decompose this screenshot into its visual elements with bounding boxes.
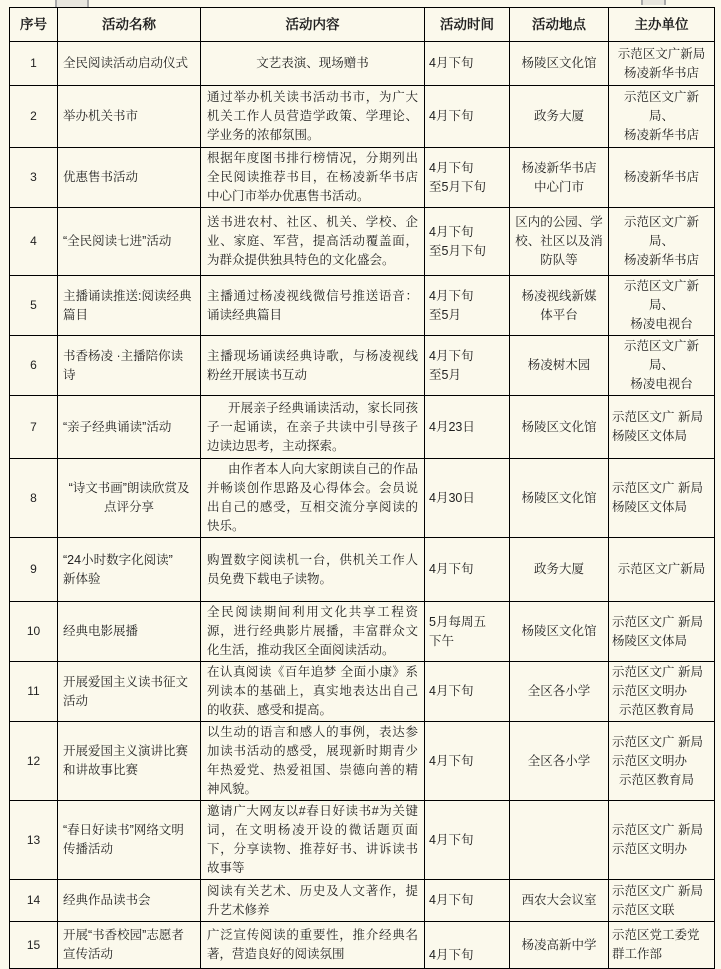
activity-content-cell	[201, 880, 425, 922]
activity-content-cell	[201, 722, 425, 801]
activity-name-line: “亲子经典诵读”活动	[63, 419, 172, 434]
activity-content-text: 主播通过杨凌视线微信号推送语音：诵读经典篇目	[207, 288, 418, 322]
activity-time-line: 5月每周五	[429, 614, 486, 629]
activity-place-cell	[510, 538, 609, 602]
activity-place-line: 全区各小学	[527, 753, 591, 768]
activity-content-cell	[201, 538, 425, 602]
activity-time-line: 4月下旬	[429, 160, 474, 175]
activity-name-cell	[58, 662, 201, 722]
activity-name-line: 篇目	[63, 307, 89, 322]
activity-name-cell	[58, 148, 201, 208]
table-row	[10, 42, 715, 86]
row-number-cell: 10	[10, 602, 58, 662]
organizer-line: 示范区文广新局、	[623, 279, 699, 312]
activity-name-cell	[58, 459, 201, 538]
activity-time-cell	[425, 662, 510, 722]
activity-place-cell	[510, 148, 609, 208]
screen-artifact-left	[55, 0, 89, 7]
organizer-line: 示范区文明办	[612, 753, 688, 768]
activity-name-line: 点评分享	[103, 500, 154, 514]
column-header-3: 活动时间	[425, 8, 510, 42]
activity-name-line: 书香杨凌 ·主播陪你读诗	[63, 348, 184, 382]
activity-place-line: 防队等	[540, 253, 578, 267]
activity-name-line: “24小时数字化阅读”	[63, 552, 173, 567]
activity-name-line: 经典电影展播	[63, 624, 139, 638]
table-row	[10, 538, 715, 602]
activity-place-line: 区内的公园、学	[515, 215, 603, 229]
header-row	[10, 8, 715, 42]
activity-time-cell	[425, 396, 510, 459]
organizer-cell	[609, 459, 715, 538]
organizer-line: 示范区文广 新局	[612, 410, 703, 424]
activity-time-line: 4月下旬	[429, 348, 474, 363]
table-row	[10, 86, 715, 148]
activity-time-cell	[425, 722, 510, 801]
activity-name-cell	[58, 602, 201, 662]
activity-name-line: “诗文书画”朗读欣赏及	[68, 481, 190, 495]
organizer-cell	[609, 602, 715, 662]
organizer-cell	[609, 801, 715, 880]
table-row	[10, 148, 715, 208]
organizer-line: 杨凌新华书店	[623, 65, 699, 80]
row-number-cell: 9	[10, 538, 58, 602]
activity-content-cell	[201, 86, 425, 148]
activity-content-text: 通过举办机关读书活动书市，为广大机关工作人员营造学政策、学理论、学业务的浓郁氛围。	[207, 90, 418, 142]
table-row	[10, 396, 715, 459]
activities-table	[9, 7, 715, 969]
activity-content-cell	[201, 208, 425, 276]
activity-name-line: 和讲故事比赛	[63, 763, 139, 777]
activity-name-line: 优惠售书活动	[63, 170, 139, 184]
activity-place-cell	[510, 208, 609, 276]
activity-place-line: 政务大厦	[533, 562, 584, 576]
activity-name-cell	[58, 722, 201, 801]
organizer-line: 示范区文广新局、	[623, 339, 699, 372]
activity-name-line: 传播活动	[63, 842, 114, 856]
organizer-line: 示范区文广 新局	[612, 823, 703, 837]
activity-time-line: 4月下旬	[429, 832, 474, 847]
activity-place-cell	[510, 801, 609, 880]
organizer-line: 杨凌新华书店	[623, 170, 699, 184]
activity-time-cell	[425, 208, 510, 276]
activity-place-cell	[510, 602, 609, 662]
organizer-line: 示范区文明办	[612, 842, 688, 856]
row-number-cell: 13	[10, 801, 58, 880]
column-header-4: 活动地点	[510, 8, 609, 42]
organizer-line: 杨陵区文体局	[612, 500, 688, 514]
activity-name-line: 主播诵读推送:阅读经典	[63, 288, 192, 303]
activity-name-line: 活动	[63, 693, 89, 708]
organizer-line: 示范区党工委党	[612, 928, 700, 942]
activity-time-line: 4月下旬	[429, 948, 474, 962]
organizer-cell	[609, 336, 715, 396]
organizer-line: 示范区文广新局	[617, 46, 706, 61]
activity-content-cell	[201, 148, 425, 208]
activity-name-line: 宣传活动	[63, 947, 114, 961]
organizer-cell	[609, 396, 715, 459]
activity-content-text: 送书进农村、社区、机关、学校、企业、家庭、军营，提高活动覆盖面，为群众提供独具特色的文化盛会。	[207, 215, 418, 267]
activity-time-line: 4月下旬	[429, 224, 474, 239]
activity-time-cell	[425, 336, 510, 396]
activity-place-line: 杨凌树木园	[527, 358, 591, 372]
activity-time-line: 下午	[429, 633, 455, 648]
activity-content-text: 以生动的语言和感人的事例，表达参加读书活动的感受，展现新时期青少年热爱党、热爱祖国、崇德向善的精神风貌。	[207, 725, 418, 796]
activity-time-cell	[425, 922, 510, 969]
activity-time-line: 4月下旬	[429, 288, 474, 303]
row-number-cell: 8	[10, 459, 58, 538]
activity-time-cell	[425, 801, 510, 880]
activity-content-text: 主播现场诵读经典诗歌，与杨凌视线粉丝开展读书互动	[207, 348, 418, 382]
organizer-cell	[609, 148, 715, 208]
column-header-1: 活动名称	[58, 8, 201, 42]
organizer-line: 示范区文广新局、	[623, 90, 699, 123]
activity-content-cell	[201, 42, 425, 86]
activity-time-cell	[425, 86, 510, 148]
activity-content-text: 开展亲子经典诵读活动，家长同孩子一起诵读，在亲子共读中引导孩子边读边思考，主动探索。	[207, 400, 418, 453]
table-row	[10, 336, 715, 396]
row-number-cell: 4	[10, 208, 58, 276]
organizer-line: 示范区文广 新局	[612, 614, 703, 629]
activity-place-line: 全区各小学	[527, 684, 591, 698]
organizer-line: 示范区文广 新局	[612, 883, 703, 898]
activity-content-text: 全民阅读期间利用文化共享工程资源，进行经典影片展播，丰富群众文化生活，推动我区全面阅读活动。	[207, 605, 418, 657]
activity-place-line: 杨陵区文化馆	[521, 419, 597, 434]
activity-time-line: 4月下旬	[429, 562, 474, 576]
activity-time-line: 4月下旬	[429, 684, 474, 698]
organizer-cell	[609, 538, 715, 602]
activity-time-cell	[425, 148, 510, 208]
activity-content-text: 由作者本人向大家朗读自己的作品并畅谈创作思路及心得体会。会员说出自己的感受，互相交流分享阅读的快乐。	[207, 462, 418, 533]
activity-content-cell	[201, 662, 425, 722]
organizer-line: 示范区文广 新局	[612, 481, 703, 495]
activity-time-cell	[425, 538, 510, 602]
activity-name-line: “春日好读书”网络文明	[63, 823, 184, 837]
activity-time-cell	[425, 880, 510, 922]
row-number-cell: 6	[10, 336, 58, 396]
activity-content-cell	[201, 602, 425, 662]
activity-content-cell	[201, 801, 425, 880]
activity-time-line: 4月下旬	[429, 56, 474, 70]
organizer-line: 示范区教育局	[612, 772, 694, 787]
activity-name-line: 开展爱国主义演讲比赛	[63, 744, 189, 758]
activity-place-cell	[510, 276, 609, 336]
activity-time-line: 至5月下旬	[429, 243, 486, 258]
activity-time-cell	[425, 459, 510, 538]
organizer-line: 杨凌电视台	[630, 377, 693, 391]
organizer-line: 示范区文广 新局	[612, 734, 703, 749]
column-header-0: 序号	[10, 8, 58, 42]
column-header-2: 活动内容	[201, 8, 425, 42]
activity-time-cell	[425, 276, 510, 336]
activity-content-text: 文艺表演、现场赠书	[256, 56, 369, 70]
row-number-cell: 1	[10, 42, 58, 86]
screen-artifact-right	[641, 0, 666, 5]
organizer-line: 示范区文广 新局	[612, 665, 703, 679]
organizer-line: 杨陵区文体局	[612, 429, 688, 443]
table-row	[10, 602, 715, 662]
activity-content-cell	[201, 459, 425, 538]
table-row	[10, 922, 715, 969]
activity-name-line: 经典作品读书会	[63, 893, 151, 907]
activity-place-cell	[510, 662, 609, 722]
activity-time-line: 至5月	[429, 307, 461, 322]
organizer-line: 杨凌电视台	[630, 317, 693, 331]
organizer-cell	[609, 922, 715, 969]
organizer-line: 示范区教育局	[612, 703, 694, 717]
activity-place-cell	[510, 42, 609, 86]
activity-content-text: 在认真阅读《百年追梦 全面小康》系列读本的基础上，真实地表达出自己的收获、感受和提高。	[207, 665, 418, 717]
activity-place-cell	[510, 722, 609, 801]
row-number-cell: 7	[10, 396, 58, 459]
activity-place-line: 杨凌视线新媒	[521, 288, 597, 303]
organizer-line: 杨凌新华书店	[623, 253, 699, 267]
row-number-cell: 12	[10, 722, 58, 801]
organizer-line: 示范区文明办	[612, 684, 688, 698]
table-row	[10, 662, 715, 722]
organizer-line: 群工作部	[612, 947, 663, 961]
table-row	[10, 880, 715, 922]
activity-name-cell	[58, 922, 201, 969]
activity-time-line: 4月下旬	[429, 893, 474, 907]
activity-place-line: 杨陵区文化馆	[521, 624, 597, 638]
activity-time-line: 4月30日	[429, 490, 475, 505]
organizer-cell	[609, 42, 715, 86]
activity-place-line: 杨凌新华书店	[521, 160, 597, 175]
row-number-cell: 2	[10, 86, 58, 148]
activity-name-line: 开展爱国主义读书征文	[63, 674, 189, 689]
organizer-line: 杨凌新华书店	[623, 128, 699, 142]
activity-name-line: “全民阅读七进”活动	[63, 234, 172, 248]
activity-name-cell	[58, 396, 201, 459]
activity-content-text: 广泛宣传阅读的重要性，推介经典名著，营造良好的阅读氛围	[207, 928, 418, 961]
activity-time-line: 4月下旬	[429, 753, 474, 768]
activity-name-cell	[58, 538, 201, 602]
activity-place-cell	[510, 880, 609, 922]
activity-name-line: 新体验	[63, 571, 101, 586]
activity-place-cell	[510, 922, 609, 969]
table-row	[10, 722, 715, 801]
activity-content-text: 邀请广大网友以#春日好读书#为关键词，在文明杨凌开设的微话题页面下，分享读物、推荐好书、讲诉读书故事等	[207, 804, 418, 875]
row-number-cell: 5	[10, 276, 58, 336]
activity-name-line: 开展“书香校园”志愿者	[63, 928, 184, 942]
activity-name-cell	[58, 336, 201, 396]
activity-place-line: 政务大厦	[533, 109, 584, 123]
activity-place-line: 杨凌高新中学	[521, 937, 597, 952]
activity-content-text: 阅读有关艺术、历史及人文著作，提升艺术修养	[207, 883, 418, 917]
activity-time-line: 至5月	[429, 367, 461, 382]
activity-place-cell	[510, 86, 609, 148]
row-number-cell: 14	[10, 880, 58, 922]
activity-place-line: 中心门市	[533, 179, 584, 194]
table-row	[10, 276, 715, 336]
activity-place-cell	[510, 459, 609, 538]
organizer-cell	[609, 276, 715, 336]
activity-place-line: 杨陵区文化馆	[521, 490, 597, 505]
activity-place-cell	[510, 396, 609, 459]
organizer-cell	[609, 208, 715, 276]
activity-name-cell	[58, 208, 201, 276]
activity-name-cell	[58, 86, 201, 148]
activity-content-cell	[201, 276, 425, 336]
activity-time-line: 4月23日	[429, 419, 475, 434]
activity-name-cell	[58, 880, 201, 922]
organizer-line: 杨陵区文体局	[612, 633, 688, 648]
column-header-5: 主办单位	[609, 8, 715, 42]
activity-place-line: 杨陵区文化馆	[521, 56, 597, 70]
activity-time-line: 4月下旬	[429, 109, 474, 123]
table-row	[10, 208, 715, 276]
activity-name-cell	[58, 42, 201, 86]
activity-name-line: 全民阅读活动启动仪式	[63, 56, 189, 70]
row-number-cell: 15	[10, 922, 58, 969]
activity-content-cell	[201, 922, 425, 969]
organizer-line: 示范区文广新局、	[623, 215, 699, 248]
activity-time-cell	[425, 42, 510, 86]
activity-name-line: 举办机关书市	[63, 109, 139, 123]
row-number-cell: 11	[10, 662, 58, 722]
row-number-cell: 3	[10, 148, 58, 208]
activity-time-line: 至5月下旬	[429, 179, 486, 194]
organizer-cell	[609, 880, 715, 922]
organizer-line: 示范区文广新局	[617, 562, 706, 576]
activity-content-cell	[201, 396, 425, 459]
activity-place-cell	[510, 336, 609, 396]
table-row	[10, 459, 715, 538]
activity-content-text: 购置数字阅读机一台，供机关工作人员免费下载电子读物。	[207, 552, 418, 586]
activity-time-cell	[425, 602, 510, 662]
activity-place-line: 体平台	[540, 307, 578, 322]
activity-content-cell	[201, 336, 425, 396]
organizer-cell	[609, 86, 715, 148]
table-row	[10, 801, 715, 880]
organizer-cell	[609, 722, 715, 801]
activity-content-text: 根据年度图书排行榜情况，分期列出全民阅读推荐书目，在杨凌新华书店中心门市举办优惠售书活动。	[207, 151, 418, 203]
organizer-line: 示范区文联	[612, 902, 675, 917]
organizer-cell	[609, 662, 715, 722]
activity-place-line: 校、社区以及消	[515, 234, 603, 248]
activity-name-cell	[58, 801, 201, 880]
activity-place-line: 西农大会议室	[521, 893, 597, 907]
activity-name-cell	[58, 276, 201, 336]
